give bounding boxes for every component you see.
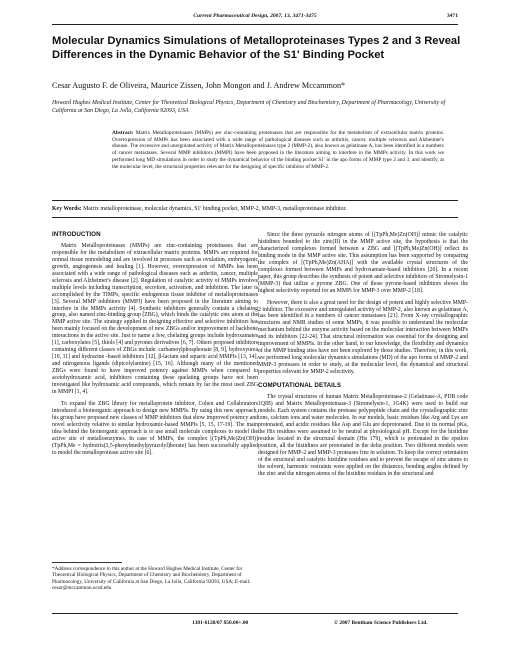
affiliation: Howard Hughes Medical Institute, Center for Theoretical Biological Physics, Department of Chemistry and Biochemistry, Department of Pharmacology, University of California at San Diego, La Jolla, California 92093, USA <box>52 100 446 114</box>
keywords-text: Matrix metalloproteinase, molecular dynamics, S1' binding pocket, MMP-2, MMP-3, metalloproteinase inhibitor. <box>83 206 347 212</box>
paragraph: Matrix Metalloproteinases (MMPs) are zinc-containing proteinases that are responsible for the metabolism of extracellular matrix proteins. MMPs are required for normal tissue remodeling and are involved in processes such as ovulation, embryogenic growth, angiogenesis and healing [1]. However, overexpression of MMPs has been associated with a wide range of pathological diseases such as arthritis, cancer, multiple sclerosis and Alzheimer's disease [2]. Regulation of catalytic activity of MMPs involves multiple levels including transcription, secretion, activation, and inhibition. The later is accomplished by the TIMPs, specific endogenous tissue inhibitor of metalloproteinases [3]. Several MMP inhibitors (MMPI) have been proposed in the literature aiming to interfere in the MMPs activity [4]. Synthetic inhibitors generally contain a chelating group, also named zinc-binding group (ZBG), which binds the catalytic zinc atom at the MMP active site. The strategy applied in designing effective and selective inhibitors has been mainly focused on the development of new ZBGs and/or improvement of backbone interactions in the active site. Just to name a few, chelating groups include hydroxamates [1], carboxylates [5], thiols [4] and pyrones derivatives [6, 7]. Others proposed inhibitors containing different classes of ZBGs include: carbamoylphosphonate [8, 9], hydroxyurea [10, 11] and hydrazine -based inhibitors [12], β-lactam and squaric acid MMPIs [13, 14], and nitrogenous ligands (dipicolylamine) [15, 16]. Although many of the mentioned ZBGs were found to have improved potency against MMPs when compared to acetohydroxamic acid, inhibitors containing these quelating groups have not been investigated like hydroxamic acid compounds, which remain by far the most used ZBG in MMPI [1, 4]. <box>52 242 258 395</box>
paragraph: Since the three pyrazole nitrogen atoms of [(TpPh,Me)Zn(OH)] mimic the catalytic histidines bounded to the zinc(II) in the MMP active site, the hypothesis is that the characterized complexes formed between a ZBG and [(TpPh,Me)Zn(OH)] reflect its binding mode in the MMP active site. This assumption has been supported by comparing the complex of [(TpPh,Me)Zn(AHA)] with the available crystal structures of the complexes formed between MMPs and hydroxamate-based inhibitors [20]. In a recent paper, this group describes the synthesis of potent and selective inhibitors of Stromelysin-1 (MMP-3) that utilize a pyrone ZBG. One of those pyrone-based inhibitors shows the highest selectivity reported for an MMPi for MMP-3 over MMP-2 [18]. <box>258 232 468 294</box>
footnote-rule <box>52 562 122 563</box>
section-heading-computational-details: COMPUTATIONAL DETAILS <box>258 382 342 390</box>
keywords-label: Key Words: <box>52 206 82 212</box>
copyright: © 2007 Bentham Science Publishers Ltd. <box>334 620 428 626</box>
running-header <box>52 13 458 23</box>
keywords <box>52 206 470 212</box>
correspondence-footnote: *Address correspondence to this author at the Howard Hughes Medical Institute, Center for Theoretical Biological Physics, Department of Chemistry and Biochemistry, Department of Pharmacology, University of California at San Diego, La Jolla, California 92093, USA; E-mail: cesar@mccammon.ucsd.edu <box>52 566 251 591</box>
keywords-rule <box>52 217 458 218</box>
journal-citation: Current Pharmaceutical Design, 2007, 13, 3471-3475 <box>193 13 317 19</box>
paragraph: To expand the ZBG library for metalloprotein inhibitor, Cohen and Collaborators introduced a bioinorganic approach to design new MMPIs. By using this new approach, his group have proposed new classes of MMP inhibitors that show improved potency and novel selectivity relative to similar hydroxamic-based MMPIs [5, 15, 17-19]. The main idea behind the bioinorganic approach is to use small molecule complexes to model the active site of metalloenzymes. In case of MMPs, the complex [(TpPh,Me)Zn(OH)] (TpPh,Me = hydrotris(3,5-phenylmethylpyrazolyl)borate) has been successfully applied to model the metalloprotease active site [6]. <box>52 400 258 456</box>
abstract <box>112 130 444 170</box>
right-column <box>258 232 468 482</box>
paper-title: Molecular Dynamics Simulations of Metalloproteinases Types 2 and 3 Reveal Differences in the Dynamic Behavior of the S1' Binding Pocket <box>52 35 461 61</box>
abstract-label: Abstract: <box>112 130 134 136</box>
section-heading-introduction: INTRODUCTION <box>52 231 101 238</box>
footer-rule <box>52 613 458 614</box>
left-column <box>52 232 258 462</box>
page-number: 3471 <box>446 13 458 19</box>
header-rule <box>52 24 458 25</box>
abstract-rule <box>52 200 458 201</box>
author-list: Cesar Augusto F. de Oliveira, Maurice Zissen, John Mongon and J. Andrew Mccammon* <box>52 81 346 90</box>
abstract-text: Matrix Metalloproteinases (MMPs) are zinc-containing proteinases that are responsible for the metabolism of extracellular matrix proteins. Overexpression of MMPs has been associated with a wide range of pathological diseases such as arthritis, cancer, multiple sclerosis and Alzheimer's disease. The excessive and unregulated activity of Matrix Metalloproteinases type 2 (MMP-2), also known as gelatinase A, has been identified in a numbers of cancer metastases. Several MMP inhibitors (MMPI) have been proposed in the literature aiming to interfere in the MMPs activity. In this work we performed long MD simulations in order to study the dynamical behavior of the binding pocket S1' in the apo forms of MMP type 2 and 3, and identify, at the molecular level, the structural properties relevant for the designing of specific inhibitor of MMP-2. <box>112 130 444 170</box>
paragraph: The crystal structures of human Matrix Metalloproteinase-2 (Gelatinase-A, PDB code 1QIB) and Matrix Metalloproteinase-3 (Stromelysin-1, 1G4K) were used to build our models. Each system contains the protease polypeptide chain and the crystallographic zinc ions, calcium ions and water molecules. In our models, basic residues like Arg and Lys are protonated, and acidic residues like Asp and Glu are deprotonated. Due to its normal pKa, the His residues were assumed to be neutral at physiological pH. Except for the histidine residue located in the structural domain (His 179), which is protonated in the epsilon position, all the histidines are protonated in the delta position. Two different models were designed for MMP-2 and MMP-3 proteases free in solution. To keep the correct orientation of the structural and catalytic histidine residues and to prevent the escape of zinc atoms to the solvent, harmonic restraints were applied on the distances, bending angles defined by the zinc and the nitrogen atoms of the histidine residues in the structural and <box>258 394 468 477</box>
paragraph: However, there is also a great need for the design of potent and highly selective MMP-2 inhibitor. The excessive and unregulated activity of MMP-2, also known as gelatinase A, has been identified in a numbers of cancer metastases [21]. From X-ray crystallographic structures and NMR studies of some MMPs, it was possible to understand the molecular mechanism behind the enzyme activity based on the molecular interaction between MMPs and its inhibitors [22-24]. That structural information was essential for the designing and improvement of MMPIs. In the other hand, to our knowledge, the flexibility and dynamics of the MMP binding sites have not been explored by those studies. Therefore, in this work, we performed long molecular dynamics simulations (MD) of the apo forms of MMP-2 and MMP-3 proteases in order to study, at the molecular level, the dynamical and structural properties relevant for MMP-2 selectivity. <box>258 299 468 376</box>
issn: 1381-6128/07 $50.00+.00 <box>192 620 249 626</box>
